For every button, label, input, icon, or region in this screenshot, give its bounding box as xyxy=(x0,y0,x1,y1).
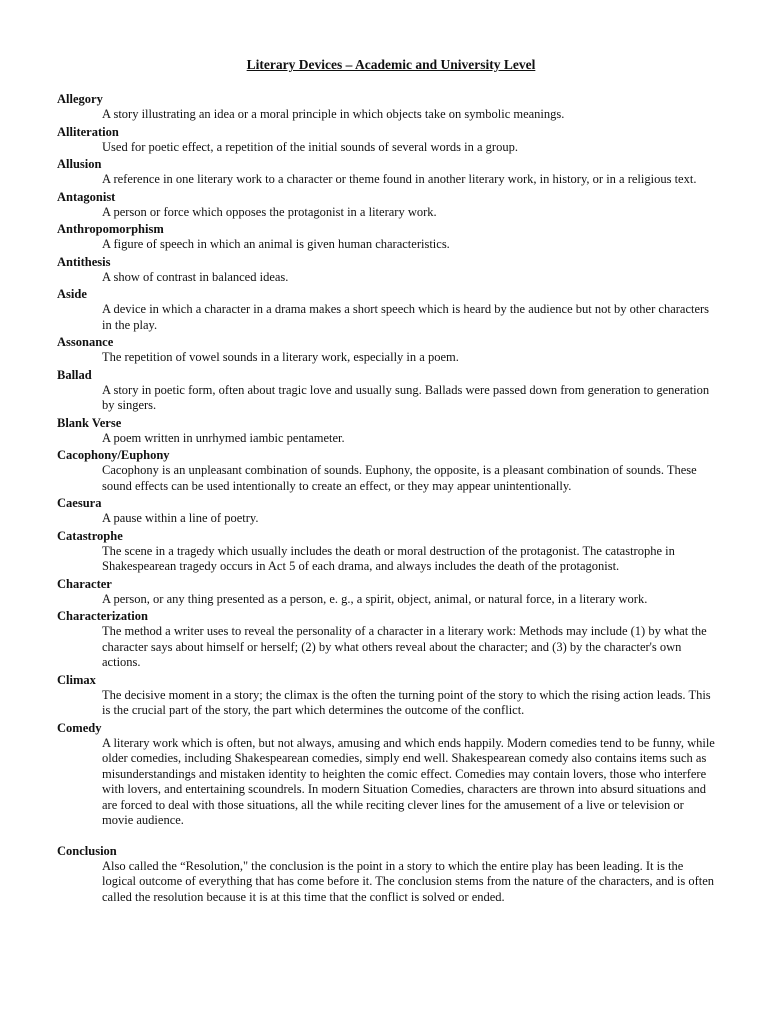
definition: A story in poetic form, often about tragic love and usually sung. Ballads were passed down from generation to generation by singers. xyxy=(102,382,710,412)
glossary-entry-climax xyxy=(57,672,717,719)
definition: Used for poetic effect, a repetition of the initial sounds of several words in a group. xyxy=(102,139,518,154)
term: Antagonist xyxy=(57,189,116,204)
term: Aside xyxy=(57,287,87,301)
term: Characterization xyxy=(57,609,148,623)
definition: A reference in one literary work to a character or theme found in another literary work, in history, or in a religious text. xyxy=(102,172,697,186)
glossary-entry-character xyxy=(57,576,717,608)
glossary-entry-alliteration xyxy=(57,124,717,156)
glossary-entry-allegory xyxy=(57,91,717,123)
term: Anthropomorphism xyxy=(57,222,164,236)
definition: Cacophony is an unpleasant combination of sounds. Euphony, the opposite, is a pleasant combination of sounds. These sound effects can be used intentionally to create an effect, or they may appear unintentionally. xyxy=(102,463,697,493)
glossary-entry-catastrophe xyxy=(57,528,717,575)
term: Antithesis xyxy=(57,254,111,269)
glossary-entry-characterization xyxy=(57,608,717,671)
definition: A poem written in unrhymed iambic pentameter. xyxy=(102,430,345,445)
definition: The method a writer uses to reveal the personality of a character in a literary work: Methods may include (1) by what the character says about himself or herself; (2) by what others reveal about the character; and (3) by the character's own actions. xyxy=(102,624,707,669)
glossary-entry-antagonist xyxy=(57,189,717,221)
definition: A story illustrating an idea or a moral principle in which objects take on symbolic meanings. xyxy=(102,107,565,121)
definition: A device in which a character in a drama makes a short speech which is heard by the audience but not by other characters in the play. xyxy=(102,302,710,332)
term: Comedy xyxy=(57,720,102,735)
glossary-entry-antithesis xyxy=(57,254,717,286)
term: Alliteration xyxy=(57,124,119,139)
term: Ballad xyxy=(57,367,92,382)
glossary-entry-assonance xyxy=(57,334,717,366)
definition: A person or force which opposes the protagonist in a literary work. xyxy=(102,204,437,219)
definition: A person, or any thing presented as a person, e. g., a spirit, object, animal, or natural force, in a literary work. xyxy=(102,591,648,606)
definition: A figure of speech in which an animal is given human characteristics. xyxy=(102,237,450,251)
term: Assonance xyxy=(57,335,114,349)
definition: A show of contrast in balanced ideas. xyxy=(102,269,289,284)
definition: The repetition of vowel sounds in a literary work, especially in a poem. xyxy=(102,350,459,364)
glossary-entry-cacophony-euphony xyxy=(57,447,717,494)
glossary-entry-allusion xyxy=(57,156,717,188)
definition: A pause within a line of poetry. xyxy=(102,511,259,525)
definition: The scene in a tragedy which usually includes the death or moral destruction of the protagonist. The catastrophe in Shakespearean tragedy occurs in Act 5 of each drama, and always includes the death of the protagonist. xyxy=(102,543,675,573)
document-page xyxy=(57,56,717,906)
definition: A literary work which is often, but not always, amusing and which ends happily. Modern comedies tend to be funny, while older comedies, including Shakespearean comedies, simply end well. Shakespearean comedy also contains items such as misunderstandings and mistaken identity to heighten the comic effect. Comedies may contain lovers, those who interfere with lovers, and entertaining scoundrels. In modern Situation Comedies, characters are thrown into absurd situations and are forced to deal with those situations, all the while reciting clever lines for the amusement of a live or television or movie audience. xyxy=(102,735,715,827)
glossary-entry-conclusion xyxy=(57,843,717,906)
term: Blank Verse xyxy=(57,415,122,430)
term: Character xyxy=(57,576,112,591)
definition: The decisive moment in a story; the climax is the often the turning point of the story to which the rising action leads. This is the crucial part of the story, the part which determines the outcome of the conflict. xyxy=(102,687,711,717)
glossary-entry-comedy xyxy=(57,720,717,829)
term: Conclusion xyxy=(57,843,117,858)
glossary-entry-blank-verse xyxy=(57,415,717,447)
glossary-entry-anthropomorphism xyxy=(57,221,717,253)
glossary-entry-aside xyxy=(57,286,717,333)
document-title: Literary Devices – Academic and University Level xyxy=(246,57,536,72)
definition: Also called the “Resolution," the conclusion is the point in a story to which the entire play has been leading. It is the logical outcome of everything that has come before it. The conclusion stems from the nature of the characters, and is often called the resolution because it is at this time that the conflict is solved or ended. xyxy=(102,858,715,904)
glossary-entry-caesura xyxy=(57,495,717,527)
term: Catastrophe xyxy=(57,528,123,543)
term: Allegory xyxy=(57,92,103,106)
term: Caesura xyxy=(57,496,102,510)
term: Cacophony/Euphony xyxy=(57,448,170,462)
term: Allusion xyxy=(57,157,102,171)
glossary-entry-ballad xyxy=(57,367,717,414)
term: Climax xyxy=(57,672,96,687)
